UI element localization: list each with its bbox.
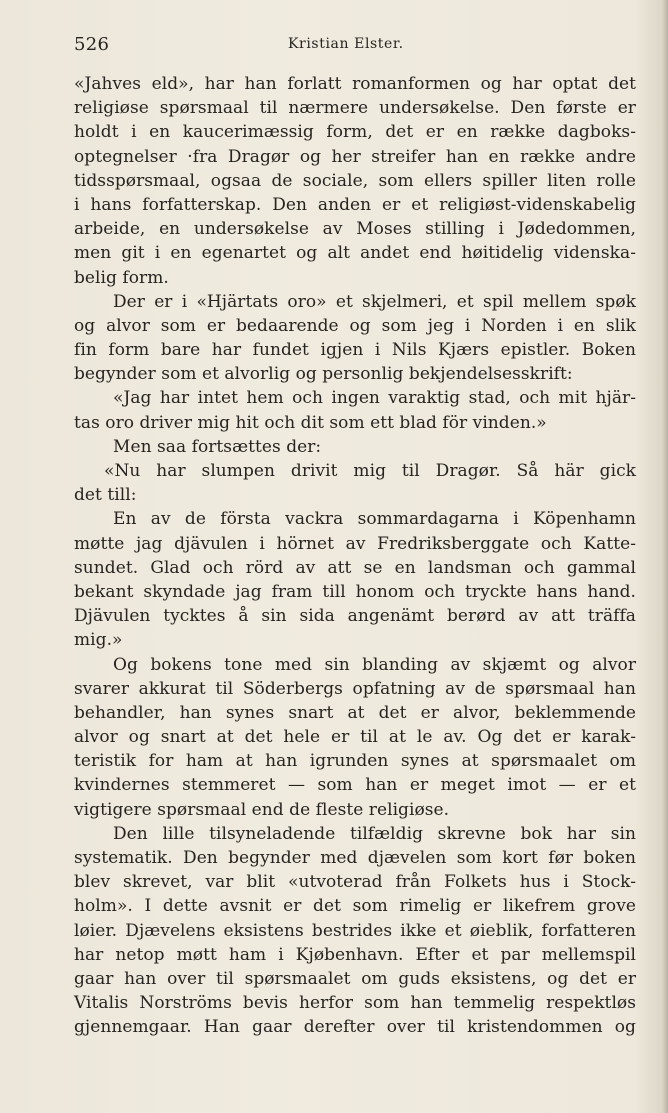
text-line: behandler, han synes snart at det er alvor, beklemmende bbox=[74, 702, 636, 723]
text-line: sundet. Glad och rörd av att se en landsman och gammal bbox=[74, 557, 636, 578]
text-line: men git i en egenartet og alt andet end høitidelig videnska- bbox=[74, 243, 636, 264]
text-line: mig.» bbox=[74, 630, 123, 651]
text-line: det till: bbox=[74, 485, 137, 506]
text-line: systematik. Den begynder med djævelen som kort før boken bbox=[74, 848, 636, 868]
text-line: religiøse spørsmaal til nærmere undersøkelse. Den første er bbox=[74, 98, 636, 119]
text-line: «Nu har slumpen drivit mig til Dragør. Så här gick bbox=[104, 461, 636, 481]
text-line: «Jag har intet hem och ingen varaktig stad, och mit hjär- bbox=[113, 388, 636, 409]
text-line: møtte jag djävulen i hörnet av Fredriksberggate och Katte- bbox=[74, 533, 636, 554]
text-line: optegnelser ·fra Dragør og her streifer han en række andre bbox=[74, 146, 636, 167]
text-line: Djävulen tycktes å sin sida angenämt berørd av att träffa bbox=[74, 606, 636, 627]
body-text bbox=[74, 72, 636, 1040]
text-line: tidsspørsmaal, ogsaa de sociale, som ellers spiller liten rolle bbox=[74, 170, 636, 191]
text-line: tas oro driver mig hit och dit som ett blad för vinden.» bbox=[74, 412, 547, 433]
running-head: Kristian Elster. bbox=[288, 36, 404, 52]
text-line: alvor og snart at det hele er til at le av. Og det er karak- bbox=[74, 727, 636, 748]
text-line: Vitalis Norströms bevis herfor som han temmelig respektløs bbox=[74, 993, 636, 1014]
text-line: teristik for ham at han igrunden synes at spørsmaalet om bbox=[74, 751, 636, 772]
text-line: Der er i «Hjärtats oro» et skjelmeri, et spil mellem spøk bbox=[113, 291, 636, 312]
text-line: har netop møtt ham i Kjøbenhavn. Efter et par mellemspil bbox=[74, 944, 636, 965]
text-line: fin form bare har fundet igjen i Nils Kjærs epistler. Boken bbox=[74, 340, 636, 361]
text-line: kvindernes stemmeret — som han er meget imot — er et bbox=[74, 775, 636, 796]
text-line: En av de första vackra sommardagarna i Köpenhamn bbox=[113, 509, 636, 530]
text-line: Men saa fortsættes der: bbox=[113, 436, 322, 457]
text-line: blev skrevet, var blit «utvoterad från Folkets hus i Stock- bbox=[74, 872, 636, 893]
page-header bbox=[74, 34, 636, 58]
text-line: gjennemgaar. Han gaar derefter over til kristendommen og bbox=[74, 1017, 636, 1038]
text-line: svarer akkurat til Söderbergs opfatning av de spørsmaal han bbox=[74, 678, 636, 699]
text-line: begynder som et alvorlig og personlig bekjendelsesskrift: bbox=[74, 364, 573, 385]
text-line: holm». I dette avsnit er det som rimelig er likefrem grove bbox=[74, 896, 636, 917]
text-line: belig form. bbox=[74, 267, 169, 288]
page-edge-shadow bbox=[662, 0, 668, 1113]
text-line: vigtigere spørsmaal end de fleste religiøse. bbox=[74, 799, 450, 820]
text-line: holdt i en kaucerimæssig form, det er en række dagboks- bbox=[74, 122, 636, 143]
text-line: løier. Djævelens eksistens bestrides ikke et øieblik, forfatteren bbox=[74, 920, 636, 941]
page-number: 526 bbox=[74, 34, 110, 55]
text-line: «Jahves eld», har han forlatt romanformen og har optat det bbox=[74, 74, 636, 94]
text-line: bekant skyndade jag fram till honom och tryckte hans hand. bbox=[74, 581, 636, 602]
text-line: Og bokens tone med sin blanding av skjæmt og alvor bbox=[113, 654, 636, 675]
text-line: i hans forfatterskap. Den anden er et religiøst-videnskabelig bbox=[74, 194, 636, 215]
text-line: gaar han over til spørsmaalet om guds eksistens, og det er bbox=[74, 968, 636, 989]
text-line: Den lille tilsyneladende tilfældig skrevne bok har sin bbox=[113, 823, 636, 844]
text-line: og alvor som er bedaarende og som jeg i Norden i en slik bbox=[74, 315, 636, 336]
text-line: arbeide, en undersøkelse av Moses stilling i Jødedommen, bbox=[74, 219, 636, 240]
